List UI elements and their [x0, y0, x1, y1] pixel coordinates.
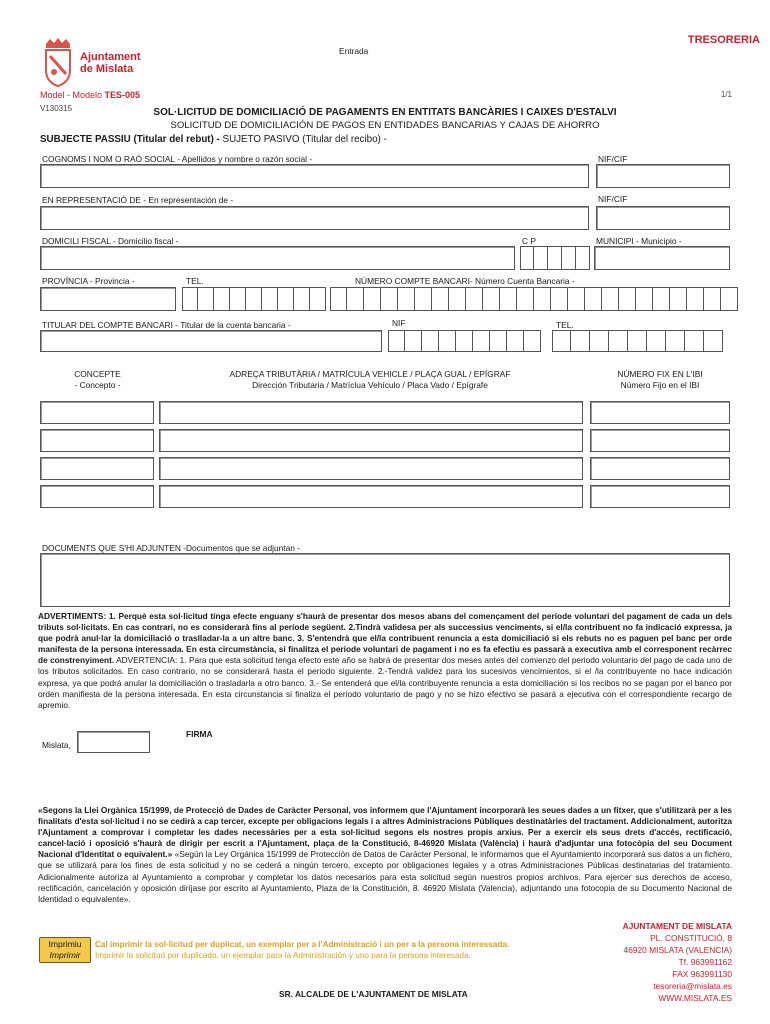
nif3-cell[interactable]: [473, 330, 490, 352]
account-cell[interactable]: [449, 287, 466, 311]
concept-input[interactable]: [40, 429, 154, 452]
account-cell[interactable]: [381, 287, 398, 311]
footer-email: tesoreria@mislata.es: [653, 981, 732, 991]
warnings-label: ADVERTIMENTS:: [38, 611, 107, 621]
cp-cell[interactable]: [534, 246, 548, 270]
holder-label: TITULAR DEL COMPTE BANCARI - Titular de la cuenta bancaria -: [42, 320, 291, 330]
concept-input[interactable]: [40, 457, 154, 480]
account-cell[interactable]: [534, 287, 551, 311]
name-label: COGNOMS I NOM O RAÓ SOCIAL - Apellidos y nombre o razón social -: [42, 154, 313, 164]
concept-input[interactable]: [40, 485, 154, 508]
privacy-text-ca: «Segons la Llei Orgànica 15/1999, de Protecció de Dades de Caràcter Personal, vos informem que l'Ajuntament incorporarà les seues dades a un fitxer, que s'utilitzarà per a les finalitats d'esta sol·licitud i no se cedirà a cap tercer, excepte per obligacions legals i a altres Administracions Públiques destinatàries del tractament. Addicionalment, autoritza l'Ajuntament a comprovar i completar les dades necessàries per a esta sol·licitud segons els nostres propis arxius. Per a exercir els seus drets d'accés, rectificació, cancel·lació i oposició s'haurà de dirigir per escrit a l'Ajuntament, plaça de la Constitució, 8-46920 Mislata (València) i haurà d'adjuntar una fotocòpia del seu Document Nacional d'Identitat o equivalent.»: [38, 805, 732, 860]
warnings-text-ca: 1. Perquè esta sol·licitud tinga efecte enguany s'haurà de presentar dos mesos abans del començament del període voluntari del pagament de cada un dels tributs sol·licitats. En cas contrari, no es considerarà fins al període següent. 2.Tindrà validesa per als successius venciments, si el/la contribuent no fa indicació expressa, ja que podrà anul·lar la domiciliació o traslladar-la a un altre banc. 3. S'entendrà que el/la contribuent renuncia a esta domiciliació si els rebuts no es paguen pel banc per orde manifesta de la persona interessada. En esta circumstància, si finalitza el període voluntari de pagament i no es fa efectiu es passarà a executiva amb el corresponent recàrrec de constrenyiment.: [38, 611, 732, 666]
entrada-label: Entrada: [339, 46, 369, 56]
tel2-cell[interactable]: [685, 330, 704, 352]
tel-cell[interactable]: [294, 287, 310, 311]
address-input[interactable]: [40, 246, 515, 270]
subject-heading-bold: SUBJECTE PASSIU (Titular del rebut) -: [40, 134, 220, 145]
tax-address-input[interactable]: [159, 429, 583, 452]
account-cell[interactable]: [602, 287, 619, 311]
model-prefix: Model - Modelo: [40, 90, 105, 100]
cp-cell[interactable]: [576, 246, 590, 270]
cp-label: C P: [522, 236, 536, 246]
account-cell[interactable]: [687, 287, 704, 311]
nif3-cell[interactable]: [439, 330, 456, 352]
province-input[interactable]: [40, 287, 176, 311]
address-label: DOMICILI FISCAL - Domicilio fiscal -: [42, 236, 179, 246]
account-cell[interactable]: [619, 287, 636, 311]
account-cell[interactable]: [398, 287, 415, 311]
tel2-cell[interactable]: [628, 330, 647, 352]
brand-title: TRESORERIA: [687, 34, 760, 46]
tel-cell[interactable]: [182, 287, 198, 311]
logo-line2: de Mislata: [80, 63, 134, 75]
account-cell[interactable]: [500, 287, 517, 311]
print-button-ca: Imprimiu: [48, 939, 82, 949]
account-cell[interactable]: [670, 287, 687, 311]
subject-heading-normal: SUJETO PASIVO (Titular del recibo) -: [219, 134, 387, 145]
nif2-label: NIF/CIF: [598, 194, 628, 204]
ibi-header-es: Número Fijo en el IBI: [620, 380, 700, 390]
footer-org: AJUNTAMENT DE MISLATA: [622, 921, 732, 931]
footer-tel: Tf. 963991162: [678, 957, 732, 967]
concept-header-es: - Concepto -: [74, 380, 121, 390]
representation-label: EN REPRESENTACIÓ DE - En representación de -: [42, 195, 234, 205]
print-note-ca: Cal imprimir la sol·licitud per duplicat, un exemplar per a l'Administració i un per a la persona interessada.: [95, 940, 510, 949]
tel2-cell[interactable]: [609, 330, 628, 352]
ibi-number-input[interactable]: [590, 485, 730, 508]
model-line: [40, 90, 140, 100]
tel-cell[interactable]: [230, 287, 246, 311]
tel-cell[interactable]: [246, 287, 262, 311]
account-cell[interactable]: [415, 287, 432, 311]
logo-line1: Ajuntament: [80, 51, 141, 63]
concept-header-ca: CONCEPTE: [74, 369, 121, 379]
account-cell[interactable]: [585, 287, 602, 311]
ibi-header-ca: NÚMERO FIX EN L'IBI: [617, 369, 703, 379]
tel-input[interactable]: [182, 287, 326, 311]
address-header: [160, 369, 580, 391]
tax-address-input[interactable]: [159, 457, 583, 480]
municipality-input[interactable]: [594, 246, 730, 270]
account-cell[interactable]: [330, 287, 347, 311]
account-label: NÚMERO COMPTE BANCARI- Número Cuenta Bancaria -: [355, 276, 575, 286]
cp-cell[interactable]: [520, 246, 534, 270]
nif3-cell[interactable]: [456, 330, 473, 352]
tax-address-input[interactable]: [159, 485, 583, 508]
privacy-text: [38, 805, 732, 905]
warnings-text: [38, 611, 732, 711]
nif2-input[interactable]: [596, 206, 730, 230]
privacy-text-es: «Según la Ley Orgánica 15/1999 de Protección de Datos de Carácter Personal, le informamos que el Ayuntamiento incorporará sus datos a un fichero, que se utilizará para los fines de esta solicitud y no se cederá a ningún tercero, excepto por obligaciones legales y a otras Administraciones Públicas destinatarias del tratamiento. Adicionalmente autoriza al Ayuntamiento a comprobar y completar los datos necesarios para esta solicitud según nuestros propios archivos. Para ejercer sus derechos de acceso, rectificación, cancelación y oposición diríjase por escrito al Ayuntamiento, Plaza de la Constitución, 8. 46920 Mislata (Valencia), adjuntando una fotocopia de su Documento Nacional de Identidad o equivalente».: [38, 849, 733, 904]
account-cell[interactable]: [483, 287, 500, 311]
footer-city: 46920 MISLATA (VALENCIA): [623, 945, 732, 955]
page-number: 1/1: [720, 90, 732, 99]
documents-label: DOCUMENTS QUE S'HI ADJUNTEN -Documentos que se adjuntan -: [42, 543, 301, 553]
cp-cell[interactable]: [562, 246, 576, 270]
account-cell[interactable]: [551, 287, 568, 311]
documents-textarea[interactable]: [40, 553, 730, 607]
account-cell[interactable]: [704, 287, 721, 311]
ibi-number-input[interactable]: [590, 457, 730, 480]
account-cell[interactable]: [364, 287, 381, 311]
tel2-cell[interactable]: [571, 330, 590, 352]
place-label: Mislata,: [42, 740, 71, 750]
cp-cell[interactable]: [548, 246, 562, 270]
footer-contact: [623, 920, 732, 1004]
coat-of-arms-icon: [40, 36, 76, 88]
version: V130315: [40, 104, 73, 113]
representation-input[interactable]: [40, 206, 589, 230]
nif3-cell[interactable]: [388, 330, 405, 352]
holder-input[interactable]: [40, 330, 382, 352]
footer-fax: FAX 963991130: [672, 969, 732, 979]
warnings-text-es: ADVERTENCIA: 1. Para que esta solicitud tenga efecto este año se habrá de presentar dos meses antes del comienzo del periodo voluntario del pago de cada uno de los tributos solicitados. En caso contrario, no se considerará hasta el periodo siguiente. 2.-Tendrá validez para los sucesivos vencimientos, si el /la contribuyente no hace indicación expresa, ya que podrá anular la domiciliación o trasladarla a otro banco. 3.- Se entenderá que el/la contribuyente renuncia a esta domiciliación si los recibos no se pagan por el banco por orden manifiesta de la persona interesada. En esta circunstancia si finaliza el periodo voluntario de pago y no se hizo efectivo se pasará a ejecutiva con el correspondiente recargo de apremio.: [38, 655, 732, 710]
nif3-cell[interactable]: [490, 330, 507, 352]
account-cell[interactable]: [721, 287, 738, 311]
nif3-cell[interactable]: [405, 330, 422, 352]
address-header-ca: ADREÇA TRIBUTÀRIA / MATRÍCULA VEHICLE / PLAÇA GUAL / EPÍGRAF: [229, 369, 511, 379]
tel-label: TEL.: [186, 276, 204, 286]
print-button[interactable]: [39, 937, 91, 963]
tax-address-input[interactable]: [159, 401, 583, 424]
nif1-input[interactable]: [596, 164, 730, 188]
nif3-label: NIF: [392, 318, 406, 328]
account-cell[interactable]: [653, 287, 670, 311]
tel-cell[interactable]: [262, 287, 278, 311]
tel-cell[interactable]: [278, 287, 294, 311]
province-label: PROVÍNCIA - Provincia -: [42, 276, 135, 286]
municipality-label: MUNICIPI - Municipio -: [596, 236, 682, 246]
print-button-es: Imprimir: [49, 950, 81, 960]
tel-cell[interactable]: [214, 287, 230, 311]
name-input[interactable]: [40, 164, 589, 188]
tel2-label: TEL.: [556, 320, 574, 330]
tel2-cell[interactable]: [666, 330, 685, 352]
account-cell[interactable]: [466, 287, 483, 311]
firma-label: FIRMA: [186, 729, 213, 739]
tel-cell[interactable]: [198, 287, 214, 311]
ibi-header: [590, 369, 730, 391]
tel-cell[interactable]: [310, 287, 326, 311]
nif3-input[interactable]: [388, 330, 541, 352]
account-input[interactable]: [330, 287, 738, 311]
account-cell[interactable]: [517, 287, 534, 311]
title-es: SOLICITUD DE DOMICILIACIÓN DE PAGOS EN ENTIDADES BANCARIAS Y CAJAS DE AHORRO: [170, 120, 600, 131]
tel2-cell[interactable]: [590, 330, 609, 352]
footer-web: WWW.MISLATA.ES: [658, 993, 732, 1003]
address-header-es: Dirección Tributaria / Matríclua Vehículo / Placa Vado / Epígrafe: [252, 380, 488, 390]
nif3-cell[interactable]: [422, 330, 439, 352]
tel2-cell[interactable]: [704, 330, 723, 352]
subject-heading: [40, 134, 387, 145]
municipality-logo: [40, 36, 160, 88]
title-ca: SOL·LICITUD DE DOMICILIACIÓ DE PAGAMENTS EN ENTITATS BANCÀRIES I CAIXES D'ESTALVI: [153, 107, 617, 118]
account-cell[interactable]: [568, 287, 585, 311]
nif1-label: NIF/CIF: [598, 154, 628, 164]
model-code: TES-005: [104, 90, 141, 100]
date-input[interactable]: [77, 731, 150, 753]
account-cell[interactable]: [347, 287, 364, 311]
tel2-cell[interactable]: [647, 330, 666, 352]
ibi-number-input[interactable]: [590, 429, 730, 452]
account-cell[interactable]: [636, 287, 653, 311]
account-cell[interactable]: [432, 287, 449, 311]
footer-street: PL. CONSTITUCIÓ, 8: [650, 933, 732, 943]
cp-input[interactable]: [520, 246, 590, 270]
tel2-input[interactable]: [552, 330, 723, 352]
ibi-number-input[interactable]: [590, 401, 730, 424]
print-note-es: Imprimir la solicitud por duplicado, un ejemplar para la Administración y uno para la persona interesada.: [95, 951, 471, 960]
nif3-cell[interactable]: [524, 330, 541, 352]
concept-header: [40, 369, 155, 391]
tel2-cell[interactable]: [552, 330, 571, 352]
nif3-cell[interactable]: [507, 330, 524, 352]
addressee: SR. ALCALDE DE L'AJUNTAMENT DE MISLATA: [279, 989, 468, 999]
concept-input[interactable]: [40, 401, 154, 424]
